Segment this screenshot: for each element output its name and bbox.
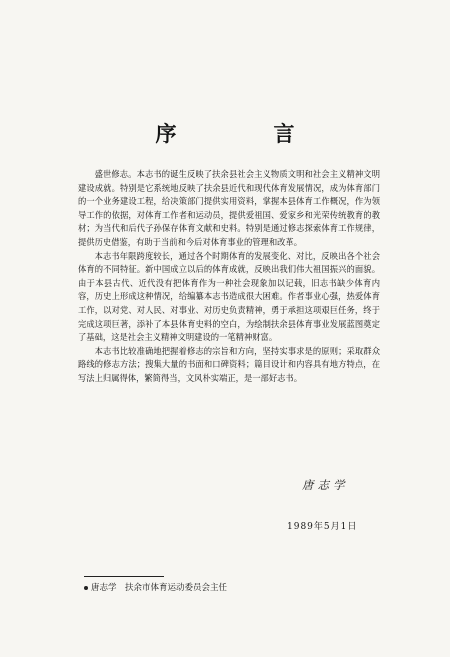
author-signature: 唐志学 xyxy=(302,478,349,492)
preface-body xyxy=(78,168,380,386)
footnote-divider xyxy=(84,576,164,577)
date-line: 1989年5月1日 xyxy=(287,522,358,532)
footnote-text: 唐志学 扶余市体育运动委员会主任 xyxy=(91,583,228,593)
paragraph-2: 本志书年限跨度较长，通过各个时期体育的发展变化、对比，反映出各个社会体育的不同特征。新中国成立以后的体育成就，反映出我们伟大祖国振兴的面貌。由于本县古代、近代没有把体育作为一种社会现象加以记载，旧志书缺少体育内容，历史上形成这种情况，给编纂本志书造成很大困难。作者事业心强，热爱体育工作，以对党、对人民、对事业、对历史负责精神，勇于承担这项艰巨任务，终于完成这项巨著，添补了本县体育史料的空白，为绘制扶余县体育事业发展蓝图奠定了基础，这是社会主义精神文明建设的一笔精神财富。 xyxy=(78,250,380,343)
paragraph-3: 本志书比较准确地把握着修志的宗旨和方向，坚持实事求是的原则；采取群众路线的修志方法；搜集大量的书面和口碑资料；篇目设计和内容具有地方特点，在写法上归属得体，繁简得当，文风朴实端正，是一部好志书。 xyxy=(78,345,380,383)
paragraph-1: 盛世修志。本志书的诞生反映了扶余县社会主义物质文明和社会主义精神文明建设成就。特别是它系统地反映了扶余县近代和现代体育发展情况，成为体育部门的一个业务建设工程，给决策部门提供实用资料，掌握本县体育工作概况，作为领导工作的依据，对体育工作者和运动员，提供爱祖国、爱家乡和光荣传统教育的教材；为当代和后代子孙保存体育文献和史料。特别是通过修志探索体育工作规律，提供历史借鉴，有助于当前和今后对体育事业的管理和改革。 xyxy=(78,169,380,247)
page-title: 序 言 xyxy=(155,121,333,146)
bullet-icon xyxy=(84,586,88,590)
footnote xyxy=(84,581,227,593)
